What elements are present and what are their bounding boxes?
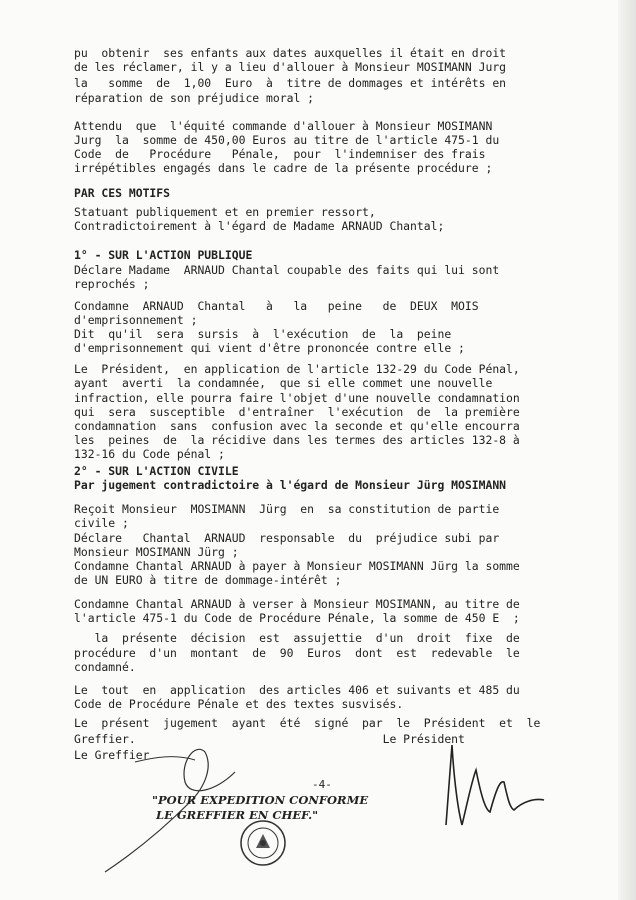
text-line: d'emprisonnement qui vient d'être prononcée contre elle ; — [74, 341, 465, 355]
text-line: infraction, elle pourra faire l'objet d'une nouvelle condamnation — [74, 391, 520, 405]
text-line: Par jugement contradictoire à l'égard de Monsieur Jürg MOSIMANN — [74, 478, 507, 492]
text-line: de UN EURO à titre de dommage-intérêt ; — [74, 573, 342, 587]
text-line: PAR CES MOTIFS — [74, 186, 171, 200]
text-line: Attendu que l'équité commande d'allouer à Monsieur MOSIMANN — [74, 119, 493, 133]
text-line: Code de Procédure Pénale et des textes susvisés. — [74, 697, 404, 711]
text-line: 132-16 du Code pénal ; — [74, 447, 225, 461]
text-line: 2° - SUR L'ACTION CIVILE — [74, 464, 239, 478]
text-line: Code de Procédure Pénale, pour l'indemniser des frais — [74, 147, 486, 161]
text-line: Condamne Chantal ARNAUD à verser à Monsieur MOSIMANN, au titre de — [74, 597, 520, 611]
text-line: Le Président, en application de l'article 132-29 du Code Pénal, — [74, 362, 520, 376]
text-line: Jurg la somme de 450,00 Euros au titre de l'article 475-1 du — [74, 133, 500, 147]
page-edge-shadow — [618, 0, 636, 900]
text-line: Monsieur MOSIMANN Jürg ; — [74, 545, 239, 559]
court-seal — [238, 818, 288, 868]
text-line: ayant averti la condamnée, que si elle commet une nouvelle — [74, 376, 493, 390]
text-line: Dit qu'il sera sursis à l'exécution de la peine — [74, 327, 452, 341]
text-line: Le Greffier — [74, 748, 150, 762]
text-line: d'emprisonnement ; — [74, 313, 198, 327]
text-line: la présente décision est assujettie d'un droit fixe de — [74, 631, 520, 645]
text-line: irrépétibles engagés dans le cadre de la présente procédure ; — [74, 161, 493, 175]
text-line: l'article 475-1 du Code de Procédure Pénale, la somme de 450 E ; — [74, 611, 520, 625]
text-line: condamné. — [74, 660, 136, 674]
text-line: civile ; — [74, 516, 129, 530]
president-signature — [438, 740, 548, 830]
text-line: réparation de son préjudice moral ; — [74, 91, 315, 105]
text-line: Le tout en application des articles 406 et suivants et 485 du — [74, 683, 520, 697]
text-line: condamnation sans confusion avec la seconde et qu'elle encourra — [74, 419, 520, 433]
text-line: Condamne Chantal ARNAUD à payer à Monsieur MOSIMANN Jürg la somme — [74, 559, 520, 573]
text-line: la somme de 1,00 Euro à titre de dommages et intérêts en — [74, 76, 507, 90]
stamp-line-1: "POUR EXPEDITION CONFORME — [152, 793, 369, 807]
text-line: Reçoit Monsieur MOSIMANN Jürg en sa constitution de partie — [74, 502, 500, 516]
text-line: Contradictoirement à l'égard de Madame ARNAUD Chantal; — [74, 219, 445, 233]
text-line: Déclare Madame ARNAUD Chantal coupable des faits qui lui sont — [74, 263, 500, 277]
text-line: pu obtenir ses enfants aux dates auxquelles il était en droit — [74, 46, 507, 60]
page-number: -4- — [312, 778, 332, 791]
text-line: Greffier. Le Président — [74, 732, 465, 746]
text-line: procédure d'un montant de 90 Euros dont est redevable le — [74, 646, 520, 660]
text-line: de les réclamer, il y a lieu d'allouer à Monsieur MOSIMANN Jurg — [74, 60, 507, 74]
text-line: 1° - SUR L'ACTION PUBLIQUE — [74, 248, 253, 262]
text-line: Statuant publiquement et en premier ressort, — [74, 205, 376, 219]
text-line: Condamne ARNAUD Chantal à la peine de DEUX MOIS — [74, 299, 479, 313]
text-line: Déclare Chantal ARNAUD responsable du préjudice subi par — [74, 531, 500, 545]
text-line: qui sera susceptible d'entraîner l'exécution de la première — [74, 405, 520, 419]
text-line: Le présent jugement ayant été signé par le Président et le — [74, 716, 541, 730]
text-line: reprochés ; — [74, 277, 150, 291]
text-line: les peines de la récidive dans les termes des articles 132-8 à — [74, 433, 520, 447]
stamp-line-2: LE GREFFIER EN CHEF." — [152, 808, 319, 822]
